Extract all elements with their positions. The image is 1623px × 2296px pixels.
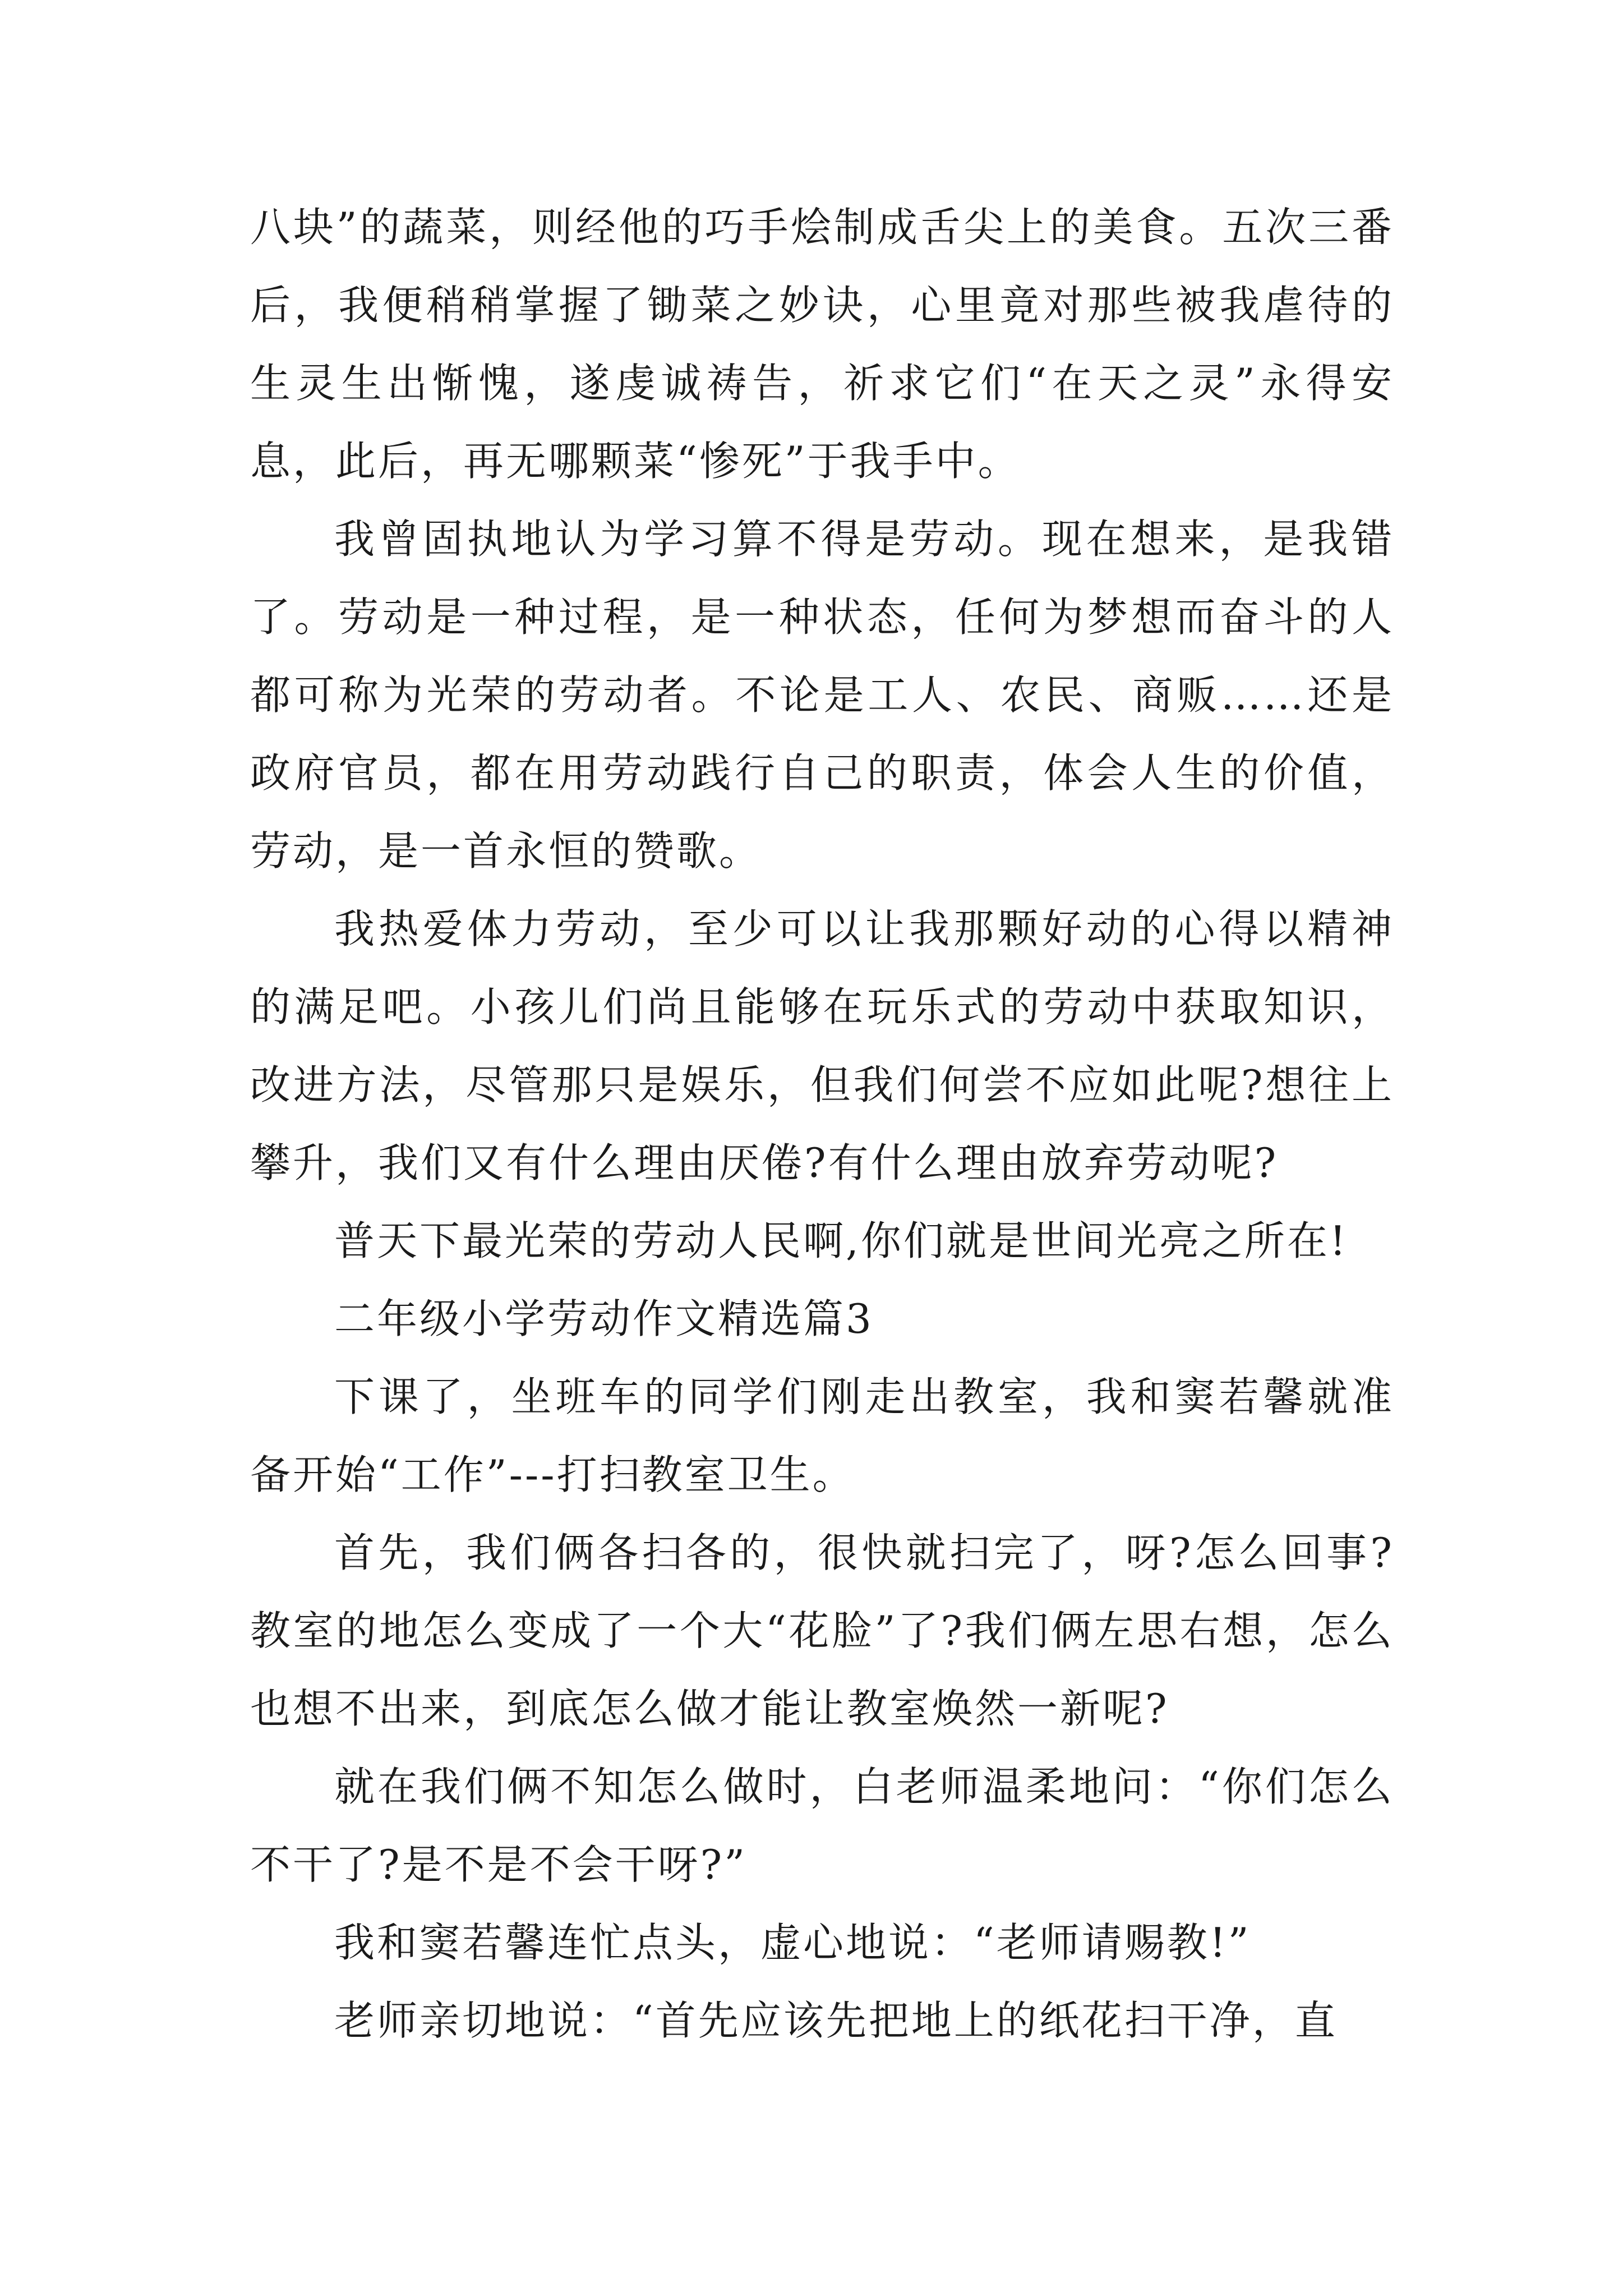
paragraph: 就在我们俩不知怎么做时，白老师温柔地问：“你们怎么不干了?是不是不会干呀?” bbox=[250, 1763, 1394, 1888]
paragraph: 首先，我们俩各扫各的，很快就扫完了，呀?怎么回事?教室的地怎么变成了一个大“花脸”了?我们俩左思右想，怎么也想不出来，到底怎么做才能让教室焕然一新呢? bbox=[250, 1529, 1394, 1732]
paragraph: 我热爱体力劳动，至少可以让我那颗好动的心得以精神的满足吧。小孩儿们尚且能够在玩乐式的劳动中获取知识，改进方法，尽管那只是娱乐，但我们何尝不应如此呢?想往上攀升，我们又有什么理由厌倦?有什么理由放弃劳动呢? bbox=[250, 905, 1394, 1186]
paragraph: 老师亲切地说：“首先应该先把地上的纸花扫干净，直 bbox=[334, 1997, 1338, 2044]
body-text bbox=[250, 188, 1394, 2060]
paragraph: 普天下最光荣的劳动人民啊,你们就是世间光亮之所在! bbox=[334, 1217, 1348, 1264]
paragraph: 我和窦若馨连忙点头，虚心地说：“老师请赐教!” bbox=[334, 1919, 1251, 1966]
section-heading: 二年级小学劳动作文精选篇3 bbox=[334, 1295, 874, 1342]
paragraph: 下课了，坐班车的同学们刚走出教室，我和窦若馨就准备开始“工作”---打扫教室卫生。 bbox=[250, 1373, 1394, 1498]
paragraph: 我曾固执地认为学习算不得是劳动。现在想来，是我错了。劳动是一种过程，是一种状态，任何为梦想而奋斗的人都可称为光荣的劳动者。不论是工人、农民、商贩……还是政府官员，都在用劳动践行自己的职责，体会人生的价值，劳动，是一首永恒的赞歌。 bbox=[250, 516, 1394, 875]
paragraph: 八块”的蔬菜，则经他的巧手烩制成舌尖上的美食。五次三番后，我便稍稍掌握了锄菜之妙诀，心里竟对那些被我虐待的生灵生出惭愧，遂虔诚祷告，祈求它们“在天之灵”永得安息，此后，再无哪颗菜“惨死”于我手中。 bbox=[250, 204, 1394, 485]
